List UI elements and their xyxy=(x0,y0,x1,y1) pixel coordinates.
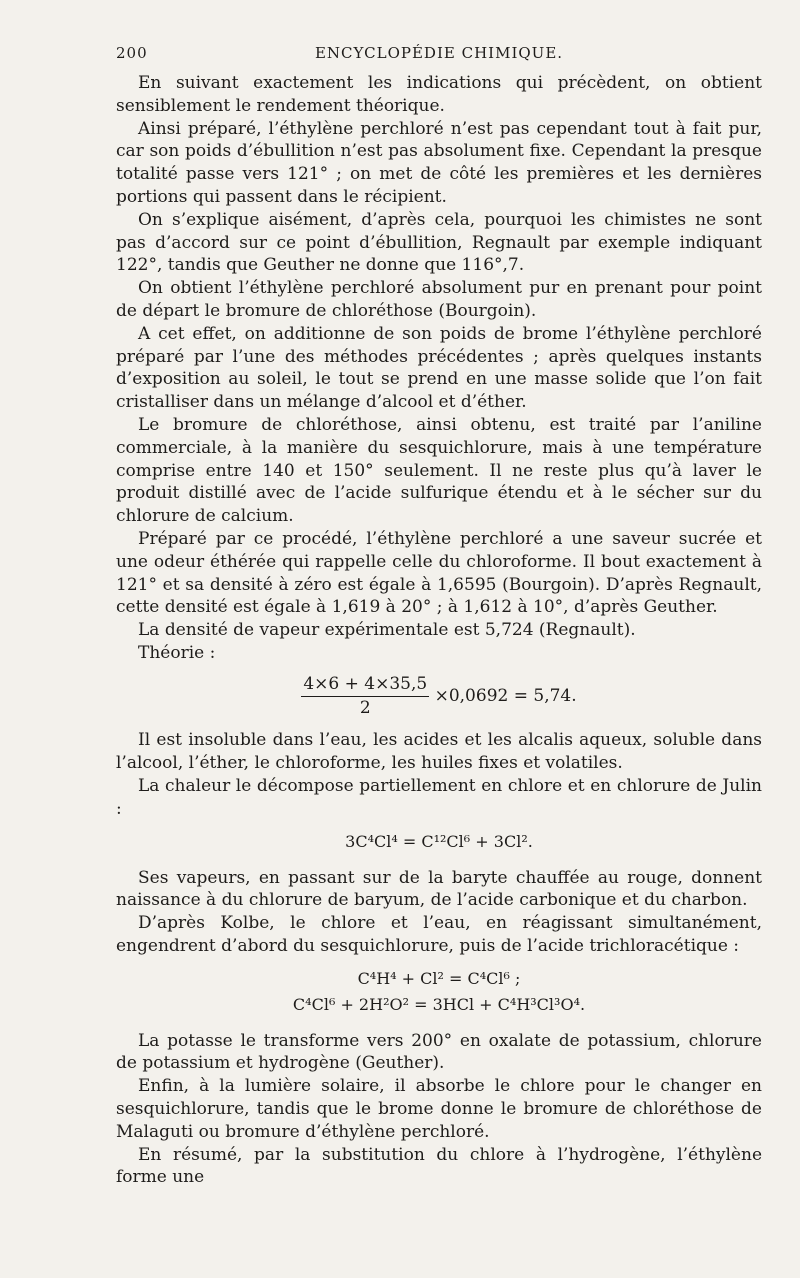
formula-numerator: 4×6 + 4×35,5 xyxy=(301,673,429,697)
paragraph: La potasse le transforme vers 200° en oxalate de potassium, chlorure de potassium et hydrogène (Geuther). xyxy=(116,1030,762,1074)
paragraph: A cet effet, on additionne de son poids de brome l’éthylène perchloré préparé par l’une des méthodes précédentes ; après quelques instants d’exposition au soleil, le tout se prend en une masse solide que l’on fait cristalliser dans un mélange d’alcool et d’éther. xyxy=(116,323,762,413)
paragraph: La chaleur le décompose partiellement en chlore et en chlorure de Julin : xyxy=(116,775,762,819)
paragraph: Ainsi préparé, l’éthylène perchloré n’est pas cependant tout à fait pur, car son poids d’ébullition n’est pas absolument fixe. Cependant la presque totalité passe vers 121° ; on met de côté les premières et les dernières portions qui passent dans le récipient. xyxy=(116,118,762,207)
page-header xyxy=(116,40,762,72)
paragraph: La densité de vapeur expérimentale est 5,724 (Regnault). xyxy=(138,620,636,641)
paragraph: En résumé, par la substitution du chlore à l’hydrogène, l’éthylène forme une xyxy=(116,1144,762,1188)
paragraph: En suivant exactement les indications qui précèdent, on obtient sensiblement le rendement théorique. xyxy=(116,73,762,116)
equations-kolbe xyxy=(116,966,762,1018)
theory-formula xyxy=(116,673,762,720)
running-head: ENCYCLOPÉDIE CHIMIQUE. xyxy=(314,44,564,62)
equation-line: C⁴Cl⁶ + 2H²O² = 3HCl + C⁴H³Cl³O⁴. xyxy=(292,994,586,1014)
paragraph: Il est insoluble dans l’eau, les acides et les alcalis aqueux, soluble dans l’alcool, l’éther, le chloroforme, les huiles fixes et volatiles. xyxy=(116,730,762,774)
paragraph: Ses vapeurs, en passant sur de la baryte chauffée au rouge, donnent naissance à du chlorure de baryum, de l’acide carbonique et du charbon. xyxy=(116,867,762,911)
paragraph: Enfin, à la lumière solaire, il absorbe le chlore pour le changer en sesquichlorure, tandis que le brome donne le bromure de chloréthose de Malaguti ou bromure d’éthylène perchloré. xyxy=(116,1076,762,1142)
paragraph: On obtient l’éthylène perchloré absolument pur en prenant pour point de départ le bromure de chloréthose (Bourgoin). xyxy=(116,278,762,321)
equation-line: C⁴H⁴ + Cl² = C⁴Cl⁶ ; xyxy=(357,968,521,988)
formula-denominator: 2 xyxy=(359,697,371,718)
paragraph: On s’explique aisément, d’après cela, pourquoi les chimistes ne sont pas d’accord sur ce point d’ébullition, Regnault par exemple indiquant 122°, tandis que Geuther ne donne que 116°,7. xyxy=(116,209,762,276)
paragraph: Théorie : xyxy=(138,642,216,663)
formula-rest: ×0,0692 = 5,74. xyxy=(434,685,577,706)
formula-fraction xyxy=(301,673,429,720)
equation-line: 3C⁴Cl⁴ = C¹²Cl⁶ + 3Cl². xyxy=(345,831,533,851)
body-text xyxy=(116,72,762,1189)
page-number: 200 xyxy=(116,44,148,62)
paragraph: D’après Kolbe, le chlore et l’eau, en réagissant simultanément, engendrent d’abord du sesquichlorure, puis de l’acide trichloracétique : xyxy=(116,913,762,956)
paragraph: Préparé par ce procédé, l’éthylène perchloré a une saveur sucrée et une odeur éthérée qui rappelle celle du chloroforme. Il bout exactement à 121° et sa densité à zéro est égale à 1,6595 (Bourgoin). D’après Regnault, cette densité est égale à 1,619 à 20° ; à 1,612 à 10°, d’après Geuther. xyxy=(116,528,762,618)
paragraph: Le bromure de chloréthose, ainsi obtenu, est traité par l’aniline commerciale, à la manière du sesquichlorure, mais à une température comprise entre 140 et 150° seulement. Il ne reste plus qu’à laver le produit distillé avec de l’acide sulfurique étendu et à le sécher sur du chlorure de calcium. xyxy=(116,414,762,527)
equation-julin xyxy=(116,829,762,855)
